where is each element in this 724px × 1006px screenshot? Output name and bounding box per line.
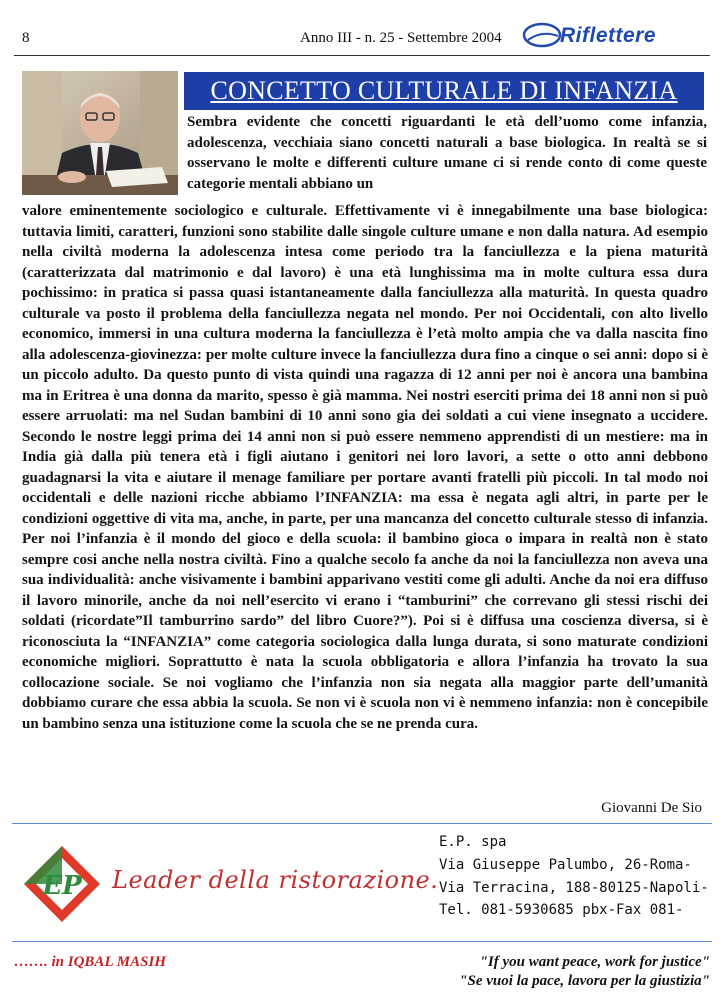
author-photo (22, 71, 178, 195)
footer-dedication: ……. in IQBAL MASIH (14, 954, 166, 970)
magazine-logo-icon (522, 22, 562, 48)
header-divider (14, 55, 710, 56)
footer-quote-english: "If you want peace, work for justice" (479, 954, 710, 970)
section-divider (12, 823, 712, 824)
magazine-title: Riflettere (560, 24, 657, 47)
ad-phone: Tel. 081-5930685 pbx-Fax 081- (439, 902, 684, 918)
ep-company-logo (22, 844, 102, 924)
article-title: CONCETTO CULTURALE DI INFANZIA (184, 72, 704, 110)
ad-address-napoli: Via Terracina, 188-80125-Napoli- (439, 880, 709, 896)
issue-info: Anno III - n. 25 - Settembre 2004 (300, 30, 502, 46)
footer-divider (12, 941, 712, 942)
ad-slogan: Leader della ristorazione. (112, 866, 439, 894)
ad-logo-text: EP (42, 871, 82, 901)
footer-quote-italian: "Se vuoi la pace, lavora per la giustizia" (459, 973, 710, 989)
article-lead-paragraph: Sembra evidente che concetti riguardanti le età dell’uomo come infanzia, adolescenza, vecchiaia siano concetti naturali a base biologica. In realtà se si osservano le molte e differenti culture umane ci si rende conto di come queste categorie mentali abbiano un (187, 114, 707, 192)
ad-address-roma: Via Giuseppe Palumbo, 26-Roma- (439, 857, 692, 873)
author-byline: Giovanni De Sio (601, 800, 702, 816)
ad-company-name: E.P. spa (439, 834, 507, 850)
article-body: valore eminentemente sociologico e culturale. Effettivamente vi è innegabilmente una base biologica: tuttavia limiti, caratteri, funzioni sono stabilite dalle singole culture umane e non dalla natura. Ad esempio nella civiltà moderna la adolescenza intesa come periodo tra la fanciullezza e la piena maturità (caratterizzata dal matrimonio e dal lavoro) è una età lunghissima ma in molte cultura essa dura pochissimo: in pratica si passa quasi istantaneamente dalla fanciullezza alla maturità. In questa quadro culturale va posto il problema della fanciullezza negata nel mondo. Per noi Occidentali, con alto livello economico, immersi in una cultura moderna la fanciullezza è l’età molto ampia che va dalla nascita fino alla adolescenza-giovinezza: per molte culture invece la fanciullezza dura fino a cinque o sei anni: dopo si è un piccolo adulto. Da questo punto di vista quindi una ragazza di 12 anni per noi è ancora una bambina ma in Eritrea è una donna da marito, spesso è già mamma. Nei nostri eserciti prima dei 18 anni non si può essere arruolati: ma nel Sudan bambini di 10 anni sono gia dei soldati a cui viene insegnato a uccidere. Secondo le nostre leggi prima dei 14 anni non si può essere nemmeno apprendisti di un mestiere: ma in India già dalla più tenera età i figli aiutano i genitori nei loro lavori, a sette o otto anni debbono guadagnarsi la vita e aiutare il menage familiare per portare avanti fratelli più piccoli. In tal modo noi occidentali e delle nazioni ricche abbiamo l’INFANZIA: ma essa è negata agli altri, in parte per le condizioni oggettive di vita ma, anche, in parte, per una mancanza del concetto culturale stesso di infanzia. Per noi l’infanzia è il mondo del gioco e della scuola: il bambino gioca o impara in realtà non è stato sempre cosi anche nella nostra civiltà. Fino a qualche secolo fa anche da noi la fanciullezza non aveva una sua individualità: anche visivamente i bambini apparivano vestiti come gli adulti. Anche da noi era diffuso il lavoro minorile, anche da noi nell’esercito vi erano i “tamburini” che correvano gli stessi rischi dei soldati (ricordate”Il tamburrino sardo” del libro Cuore?”). Poi si è diffusa una coscienza diversa, si è riconosciuta la “INFANZIA” come categoria sociologica dalla lunga durata, si sono maturate condizioni economiche migliori. Soprattutto è nata la scuola obbligatoria e allora l’infanzia ha trovato la sua collocazione sociale. Se noi vogliamo che l’infanzia non sia negata alla maggior parte dell’umanità dobbiamo curare che essa abbia la scuola. Se non vi è scuola non vi è nemmeno infanzia: non è concepibile un bambino senza una istituzione come la scuola che se ne prenda cura. (22, 203, 708, 732)
page-number: 8 (22, 30, 30, 46)
